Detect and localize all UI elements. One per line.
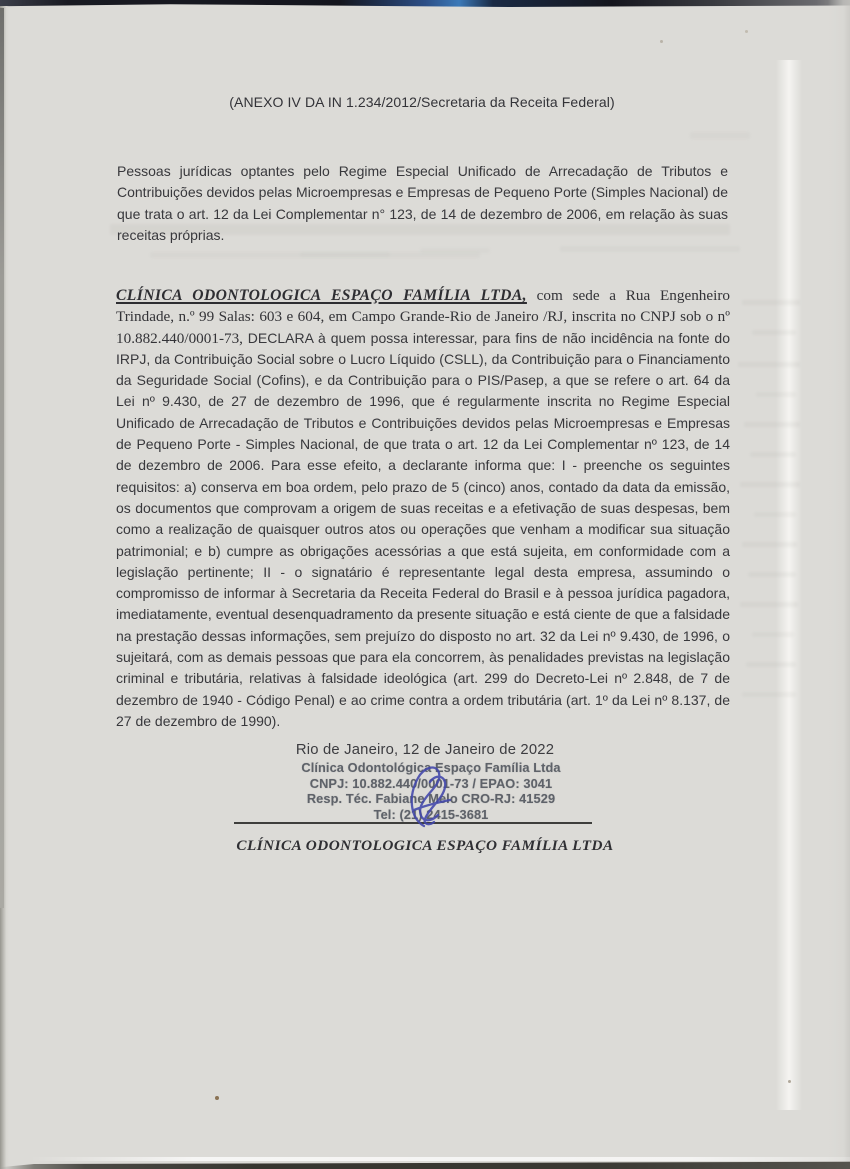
company-name-emphasis: CLÍNICA ODONTOLOGICA ESPAÇO FAMÍLIA LTDA,	[116, 287, 527, 304]
bleedthrough-artifact	[738, 362, 800, 367]
date-line: Rio de Janeiro, 12 de Janeiro de 2022	[295, 742, 555, 758]
intro-paragraph: Pessoas jurídicas optantes pelo Regime Especial Unificado de Arrecadação de Tributos e Contribuições devidos pelas Microempresas e Empresas de Pequeno Porte (Simples Nacional) de que trata o art. 12 da Lei Complementar n° 123, de 14 de dezembro de 2006, em relação às suas receitas próprias.	[117, 163, 728, 244]
scan-dust-speck	[745, 30, 748, 33]
bleedthrough-artifact	[742, 542, 797, 547]
stamp-company-name: Clínica Odontológica Espaço Família Ltda	[301, 760, 561, 775]
bleedthrough-artifact	[752, 330, 796, 335]
declaration-paragraph	[116, 285, 730, 732]
scan-dust-speck	[660, 40, 663, 43]
scan-dust-speck	[788, 1080, 791, 1083]
bleedthrough-artifact	[740, 602, 798, 607]
scan-dust-speck	[215, 1096, 219, 1100]
bleedthrough-artifact	[750, 452, 796, 457]
bleedthrough-artifact	[420, 248, 490, 253]
bleedthrough-artifact	[744, 422, 800, 427]
handwritten-signature-icon	[396, 760, 458, 830]
scan-edge-left-shadow	[0, 8, 4, 908]
bleedthrough-artifact	[754, 512, 796, 517]
stamp-responsible-line: Resp. Téc. Fabiane Melo CRO-RJ: 41529	[306, 791, 556, 807]
declaration-body-segment: DECLARA à quem possa interessar, para fins de não incidência na fonte do IRPJ, da Contribuição Social sobre o Lucro Líquido (CSLL), da Contribuição para o Financiamento da Seguridade Social (Cofins), e da Contribuição para o PIS/Pasep, a que se refere o art. 64 da Lei nº 9.430, de 27 de dezembro de 1996, que é regularmente inscrita no Regime Especial Unificado de Arrecadação de Tributos e Contribuições devidos pelas Microempresas e Empresas de Pequeno Porte - Simples Nacional, de que trata o art. 12 da Lei Complementar nº 123, de 14 de dezembro de 2006. Para esse efeito, a declarante informa que: I - preenche os seguintes requisitos: a) conserva em boa ordem, pelo prazo de 5 (cinco) anos, contado da data da emissão, os documentos que comprovam a origem de suas receitas e a efetivação de suas despesas, bem como a realização de quaisquer outros atos ou operações que venham a modificar sua situação patrimonial; e b) cumpre as obrigações acessórias a que está sujeita, em conformidade com a legislação pertinente; II - o signatário é representante legal desta empresa, assumindo o compromisso de informar à Secretaria da Receita Federal do Brasil e à pessoa jurídica pagadora, imediatamente, eventual desenquadramento da presente situação e está ciente de que a falsidade na prestação dessas informações, sem prejuízo do disposto no art. 32 da Lei nº 9.430, de 1996, o sujeitará, com as demais pessoas que para ela concorrem, às penalidades previstas na legislação criminal e tributária, relativas à falsidade ideológica (art. 299 do Decreto-Lei nº 2.848, de 7 de dezembro de 1940 - Código Penal) e ao crime contra a ordem tributária (art. 1º da Lei nº 8.137, de 27 de dezembro de 1990).	[116, 329, 730, 729]
bleedthrough-artifact	[746, 662, 796, 667]
bleedthrough-artifact	[742, 692, 796, 697]
document-header: (ANEXO IV DA IN 1.234/2012/Secretaria da Receita Federal)	[229, 94, 615, 110]
bleedthrough-artifact	[756, 392, 796, 397]
bleedthrough-artifact	[742, 300, 800, 305]
scan-edge-bottom	[0, 1160, 850, 1169]
paper-crease-highlight	[776, 60, 802, 1110]
scan-edge-right	[828, 0, 850, 1169]
footer-company-name: CLÍNICA ODONTOLOGICA ESPAÇO FAMÍLIA LTDA	[236, 837, 614, 854]
bleedthrough-artifact	[740, 482, 800, 487]
bleedthrough-artifact	[300, 252, 390, 257]
bleedthrough-artifact	[752, 632, 794, 637]
scan-edge-bottom-highlight	[30, 1157, 850, 1161]
declaration-address-segment: com sede a Rua Engenheiro Trindade, n.º 99 Salas: 603 e 604, em Campo Grande-Rio de Janeiro /RJ, inscrita no CNPJ sob o nº 10.882.440/0001-73,	[116, 287, 730, 347]
bleedthrough-artifact	[690, 132, 750, 139]
scan-edge-top	[0, 0, 850, 7]
stamp-cnpj-line: CNPJ: 10.882.440/0001-73 / EPAO: 3041	[309, 775, 553, 791]
bleedthrough-artifact	[748, 572, 796, 577]
bleedthrough-artifact	[560, 246, 740, 252]
stamp-phone-line: Tel: (21) 2415-3681	[373, 806, 489, 822]
